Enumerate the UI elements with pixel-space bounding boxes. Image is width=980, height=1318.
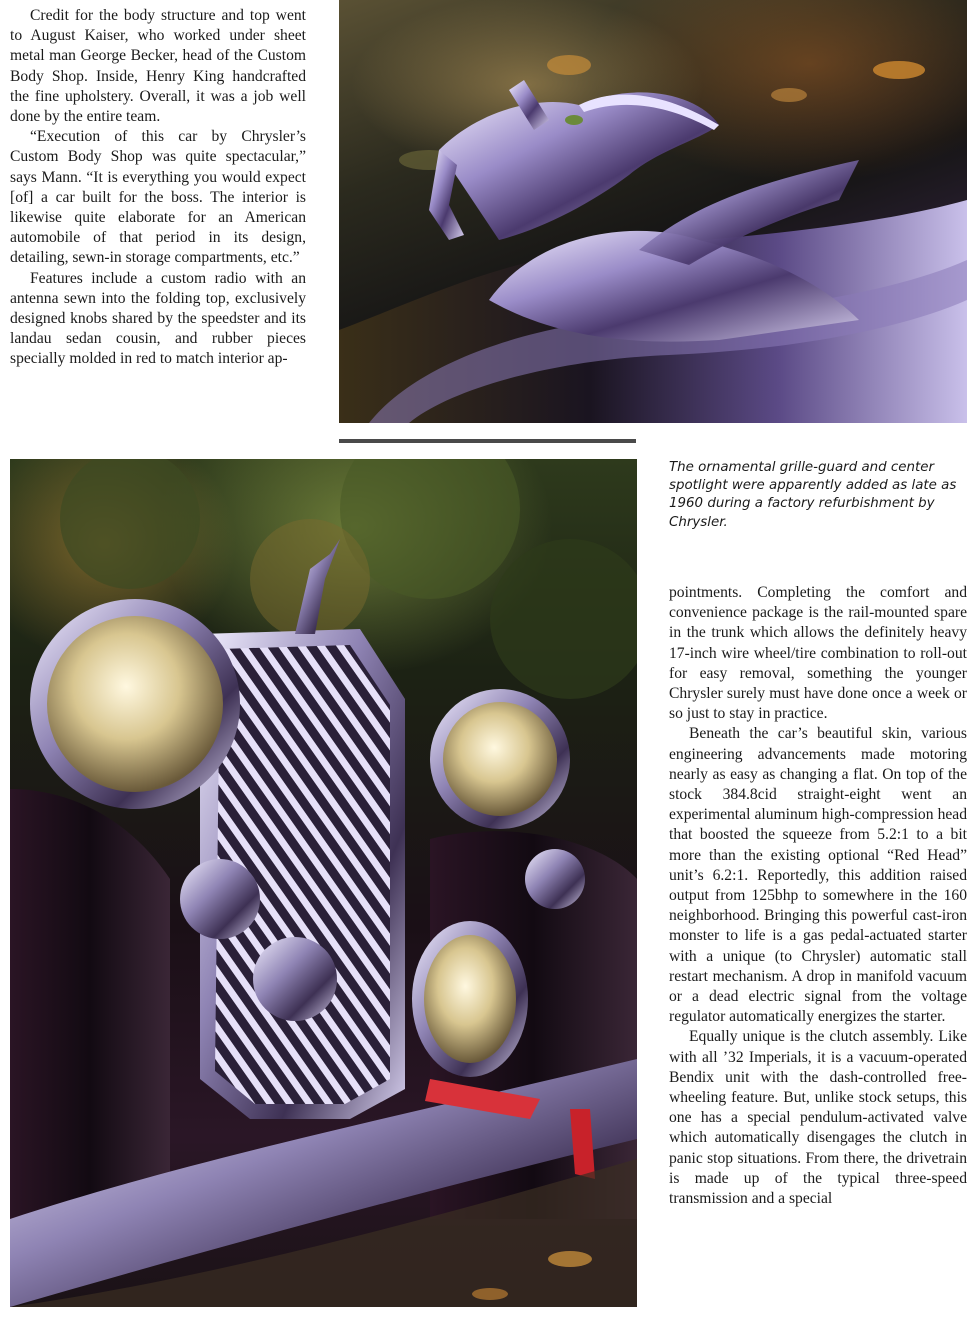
paragraph-features: Features include a custom radio with an antenna sewn into the folding top, exclusively designed knobs shared by the speedster and its landau sedan cousin, and rubber pieces specially molded in red to match interior ap- [10,269,306,368]
paragraph-appointments: pointments. Completing the comfort and convenience package is the rail-mounted spare in the trunk which allows the definitely heavy 17-inch wire wheel/tire combination to roll-out for easy removal, something the younger Chrysler surely must have done once a week or so just to stay in practice. [669,584,967,723]
section-divider [339,439,636,443]
paragraph-engineering: Beneath the car’s beautiful skin, various engineering advancements made motoring nearly as easy as changing a flat. On top of the stock 384.8cid straight-eight went an experimental aluminum high-compression head that boosted the squeeze from 5.2:1 to a bit more than the existing optional “Red Head” unit’s 6.2:1. Reportedly, this addition raised output from 125bhp to somewhere in the 160 neighborhood. Bringing this powerful cast-iron monster to life is a gas pedal-actuated starter with a unique (to Chrysler) automatic stall restart mechanism. A drop in manifold vacuum or a dead electric signal from the voltage regulator automatically energizes the starter. [669,725,967,1026]
paragraph-credit: Credit for the body structure and top went to August Kaiser, who worked under sheet metal man George Becker, head of the Custom Body Shop. Inside, Henry King handcrafted the fine upholstery. Overall, it was a job well done by the entire team. [10,7,306,126]
car-front-photo [10,459,637,1307]
article-column-right [669,583,967,1209]
paragraph-execution-quote: “Execution of this car by Chrysler’s Custom Body Shop was quite spectacular,” says Mann. “It is everything you would expect [of] a car built for the boss. The interior is likewise quite elaborate for an American automobile of that period in its design, detailing, sewn-in storage compartments, etc.” [10,128,306,267]
hood-ornament-photo [339,0,967,423]
article-column-top-left [10,6,306,370]
car-front-illustration [10,459,637,1307]
paragraph-clutch: Equally unique is the clutch assembly. Like with all ’32 Imperials, it is a vacuum-operated Bendix unit with the dash-controlled free-wheeling feature. But, unlike stock setups, this one has a special pendulum-activated valve which automatically disengages the clutch in panic stop situations. From there, the drivetrain is made up of the typical three-speed transmission and a special [669,1028,967,1208]
hood-ornament-illustration [339,0,967,423]
photo-caption: The ornamental grille-guard and center spotlight were apparently added as late as 1960 during a factory refurbishment by Chrysler. [669,460,957,530]
